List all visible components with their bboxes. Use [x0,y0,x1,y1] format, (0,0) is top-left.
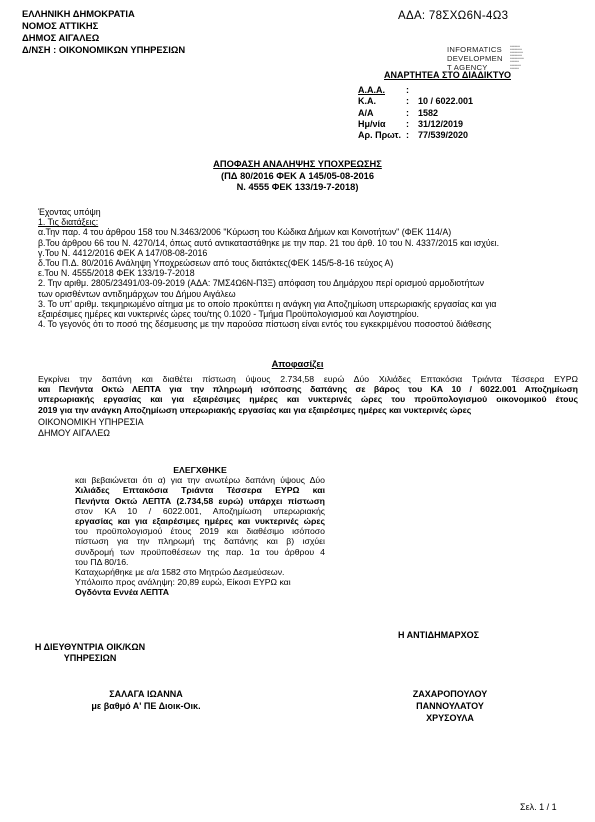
signer-name-line: ΧΡΥΣΟΥΛΑ [426,713,474,723]
director-line: ΥΠΗΡΕΣΙΩΝ [63,653,117,663]
verification-line: Καταχωρήθηκε με α/α 1582 στο Μητρώο Δεσμεύσεων. [75,567,285,578]
ref-value: 31/12/2019 [418,118,464,129]
econ-line: ΟΙΚΟΝΟΜΙΚΗ ΥΠΗΡΕΣΙΑ [38,417,144,427]
deputy-mayor-title: Η ΑΝΤΙΔΗΜΑΡΧΟΣ [398,630,480,640]
director-title [0,642,180,664]
page-number: Σελ. 1 / 1 [520,802,557,812]
verification-line: πίστωση για την πληρωμή της δαπάνης και β) ισχύει [75,536,325,547]
verification-line: του ΠΔ 80/16. [75,556,129,567]
ref-label: Ημ/νία [358,118,386,129]
director-signature [36,688,256,712]
provision-line: ε.Του Ν. 4555/2018 ΦΕΚ 133/19-7-2018 [38,268,195,279]
ref-colon: : [406,107,409,118]
provision-line: εξαιρέσιμες ημέρες και νυκτερινές ώρες του/της 0.1020 - Τμήμα Προϋπολογισμού και Λογιστηρίου. [38,309,419,320]
signer-rank: με βαθμό Α' ΠΕ Διοικ-Οικ. [91,701,201,711]
ref-colon: : [406,96,409,107]
verification-line: εργασίας και για εξαιρέσιμες ημέρες και νυκτερινές ώρες [75,516,325,527]
verification-line: Υπόλοιπο προς ανάληψη: 20,89 ευρώ, Είκοσι ΕΥΡΩ και [75,577,291,588]
ref-row [358,96,473,107]
issuer-header [22,8,185,56]
provision-line: α.Την παρ. 4 του άρθρου 158 του Ν.3463/2006 "Κύρωση του Κώδικα Δήμων και Κοινοτήτων" (ΦΕΚ 114/Α) [38,227,452,238]
ref-row [358,119,473,130]
verification-heading: ΕΛΕΓΧΘΗΚΕ [173,465,227,475]
header-line: ΝΟΜΟΣ ΑΤΤΙΚΗΣ [22,20,99,31]
posted-online-label: ΑΝΑΡΤΗΤΕΑ ΣΤΟ ΔΙΑΔΙΚΤΥΟ [384,70,511,80]
decides-heading: Αποφασίζει [271,359,324,369]
ref-row [358,85,473,96]
verification-line: Ογδόντα Εννέα ΛΕΠΤΑ [75,587,169,598]
ref-value: 77/539/2020 [418,130,469,141]
ref-value: 1582 [418,107,439,118]
logo-word: INFORMATICS [447,45,503,54]
ref-row [358,108,473,119]
logo-word: T AGENCY [447,63,488,72]
provision-line: 4. Το γεγονός ότι το ποσό της δέσμευσης με την παρούσα πίστωση είναι εντός του εγκεκριμένου ποσοστού διάθεσης [38,319,492,330]
provision-line: των ορισθέντων αντιδημάρχων του Δήμου Αιγάλεω [38,288,236,299]
verification-line: Χιλιάδες Επτακόσια Τριάντα Τέσσερα ΕΥΡΩ και [75,485,325,496]
ref-colon: : [406,130,409,141]
provision-line: 3. Το υπ' αριθμ. τεκμηριωμένο αίτημα με το οποίο προκύπτει η ανάγκη για Αποζημίωση υπερωριακής εργασίας και για [38,298,497,309]
provision-line: γ.Του Ν. 4412/2016 ΦΕΚ Α 147/08-08-2016 [38,247,208,258]
approval-line: Εγκρίνει την δαπάνη και διαθέτει πίστωση ύψους 2.734,58 ευρώ Δύο Χιλιάδες Επτακόσια Τριάντα Τέσσερα ΕΥΡΩ [38,374,578,384]
logo-fine-print: ▪▪▪▪▪▪▪▪▪▪▪ ▪▪▪▪▪▪▪▪▪▪▪▪▪ ▪▪▪▪▪▪▪▪▪▪▪▪▪▪ ▪▪▪▪▪▪▪▪▪▪▪▪▪ ▪▪▪▪▪▪▪▪▪▪▪▪▪▪▪ ▪▪▪▪▪▪▪▪▪▪ ▪▪▪▪▪▪▪▪▪▪▪▪ ▪▪▪▪▪▪▪▪▪▪ [510,45,524,70]
approval-line: υπερωριακής εργασίας και για εξαιρέσιμες ημέρες και νυκτερινές ώρες του προϋπολογισμού οικονομικού έτους [38,394,578,405]
economic-service-label [38,417,144,439]
director-line: Η ΔΙΕΥΘΥΝΤΡΙΑ ΟΙΚ/ΚΩΝ [34,642,146,652]
ref-value: 10 / 6022.001 [418,96,474,107]
logo-word: DEVELOPMEN [447,54,503,63]
provision-line: δ.Του Π.Δ. 80/2016 Ανάληψη Υποχρεώσεων από τους διατάκτες(ΦΕΚ 145/5-8-16 τεύχος Α) [38,258,394,269]
provision-line: β.Του άρθρου 66 του Ν. 4270/14, όπως αυτό αντικαταστάθηκε με την παρ. 21 του άρθ. 10 του Ν. 4337/2015 και ισχύει. [38,237,500,248]
verification-line: του προϋπολογισμού έτους 2019 και διαθέσιμο ισόποσο [75,526,325,537]
ada-code: ΑΔΑ: 78ΣΧΩ6Ν-4Ω3 [398,10,509,22]
title-line: Ν. 4555 ΦΕΚ 133/19-7-2018) [236,182,359,192]
ref-label: Α/Α [358,107,374,118]
ref-label: Κ.Α. [358,96,376,107]
ref-colon: : [406,118,409,129]
document-title [0,159,595,194]
reference-block [358,85,473,141]
approval-line: 2019 για την ανάγκη Αποζημίωση υπερωριακής εργασίας και για εξαιρέσιμες ημέρες και νυκτερινές ώρες [38,404,472,415]
header-line: Δ/ΝΣΗ : ΟΙΚΟΝΟΜΙΚΩΝ ΥΠΗΡΕΣΙΩΝ [22,44,186,55]
verification-line: Πενήντα Οκτώ ΛΕΠΤΑ (2.734,58 ευρώ) υπάρχει πίστωση [75,495,325,506]
signer-name-line: ΖΑΧΑΡΟΠΟΥΛΟΥ [412,689,488,699]
signer-name: ΣΑΛΑΓΑ ΙΩΑΝΝΑ [109,689,183,699]
ref-label: Α.Α.Α. [358,85,385,95]
approval-line: και Πενήντα Οκτώ ΛΕΠΤΑ για την πληρωμή ισόποσης δαπάνης σε βάρος του ΚΑ 10 / 6022.001 Αποζημίωση [38,384,578,395]
deputy-mayor-signature [380,688,520,724]
signer-name-line: ΠΑΝΝΟΥΛΑΤΟΥ [416,701,484,711]
econ-line: ΔΗΜΟΥ ΑΙΓΑΛΕΩ [38,428,110,438]
approval-paragraph [38,374,578,415]
ref-colon: : [406,85,409,95]
intro-line: Έχοντας υπόψη [38,207,101,217]
ref-row [358,130,473,141]
ref-label: Αρ. Πρωτ. [358,130,402,141]
header-line: ΕΛΛΗΝΙΚΗ ΔΗΜΟΚΡΑΤΙΑ [22,8,135,19]
verification-line: στον ΚΑ 10 / 6022.001, Αποζημίωση υπερωριακής [75,505,325,516]
title-line: ΑΠΟΦΑΣΗ ΑΝΑΛΗΨΗΣ ΥΠΟΧΡΕΩΣΗΣ [213,159,382,169]
considerations-section [38,207,578,329]
provisions-heading: 1. Τις διατάξεις: [38,217,99,228]
header-line: ΔΗΜΟΣ ΑΙΓΑΛΕΩ [22,32,100,43]
verification-line: συνδρομή των προϋποθέσεων της παρ. 1α του άρθρου 4 [75,546,325,557]
title-line: (ΠΔ 80/2016 ΦΕΚ Α 145/05-08-2016 [221,170,374,181]
verification-line: και βεβαιώνεται ότι α) για την ανωτέρω δαπάνη ύψους Δύο [75,475,325,486]
provision-line: 2. Την αριθμ. 2805/23491/03-09-2019 (ΑΔΑ: 7ΜΣ4Ω6Ν-Π3Ξ) απόφαση του Δημάρχου περί ορισμού αρμοδιοτήτων [38,278,485,289]
verification-block [75,465,325,598]
